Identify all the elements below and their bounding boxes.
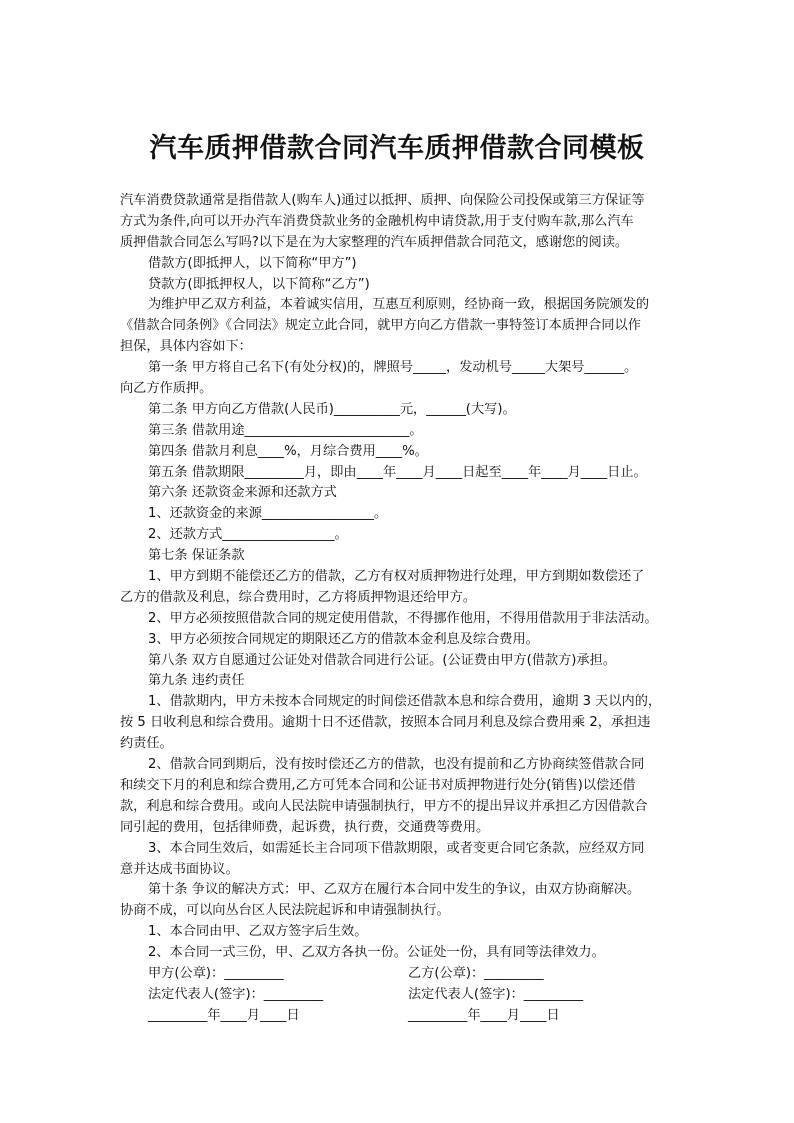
signature-party-a: 法定代表人(签字)：_________	[148, 986, 324, 1002]
body-line: 第五条 借款期限_________月，即由____年____月____日起至____年____月____日止。	[148, 464, 647, 480]
signature-party-a: 甲方(公章)：_________	[148, 965, 284, 981]
body-line: 《借款合同条例》《合同法》规定立此合同，就甲方向乙方借款一事特签订本质押合同以作	[120, 318, 641, 334]
signature-party-a: _________年____月____日	[148, 1007, 300, 1023]
body-line: 2、借款合同到期后，没有按时偿还乙方的借款，也没有提前和乙方协商续签借款合同	[148, 757, 645, 773]
body-line: 第十条 争议的解决方式：甲、乙双方在履行本合同中发生的争议，由双方协商解决。	[148, 882, 641, 898]
body-line: 第四条 借款月利息____%，月综合费用____%。	[148, 443, 428, 459]
body-line: 第九条 违约责任	[148, 673, 245, 689]
body-line: 第一条 甲方将自己名下(有处分权)的，牌照号_____，发动机号_____大架号______。	[148, 360, 638, 376]
body-line: 款，利息和综合费用。或向人民法院申请强制执行，甲方不的提出异议并承担乙方因借款合	[120, 798, 648, 814]
signature-row	[120, 1006, 680, 1027]
body-line: 第二条 甲方向乙方借款(人民币)__________元，______(大写)。	[148, 401, 516, 417]
body-line: 贷款方(即抵押权人，以下简称“乙方”)	[148, 276, 370, 292]
body-line: 2、甲方必须按照借款合同的规定使用借款，不得挪作他用，不得用借款用于非法活动。	[148, 610, 658, 626]
body-line: 按 5 日收利息和综合费用。逾期十日不还借款，按照本合同月利息及综合费用乘 2，承担违	[120, 715, 651, 731]
body-line: 1、借款期内，甲方未按本合同规定的时间偿还借款本息和综合费用，逾期 3 天以内的，	[148, 694, 662, 710]
signature-row	[120, 964, 680, 985]
signature-party-b: 乙方(公章)：_________	[408, 965, 544, 981]
signature-row	[120, 985, 680, 1006]
body-line: 乙方的借款及利息，综合费用时，乙方将质押物退还给甲方。	[120, 589, 477, 605]
document-title: 汽车质押借款合同汽车质押借款合同模板	[149, 133, 645, 164]
body-line: 方式为条件,向可以开办汽车消费贷款业务的金融机构申请贷款,用于支付购车款,那么汽车	[120, 213, 634, 229]
body-line: 2、还款方式_________________。	[148, 527, 348, 543]
contract-body	[120, 191, 680, 1027]
body-line: 第三条 借款用途_________________________。	[148, 422, 423, 438]
body-line: 3、本合同生效后，如需延长主合同项下借款期限，或者变更合同它条款，应经双方同	[148, 840, 645, 856]
body-line: 为维护甲乙双方利益，本着诚实信用，互惠互利原则，经协商一致，根据国务院颁发的	[148, 297, 650, 313]
body-line: 担保，具体内容如下：	[120, 339, 252, 355]
body-line: 汽车消费贷款通常是指借款人(购车人)通过以抵押、质押、向保险公司投保或第三方保证等	[120, 193, 645, 208]
signature-party-b: _________年____月____日	[408, 1007, 560, 1023]
body-line: 1、甲方到期不能偿还乙方的借款，乙方有权对质押物进行处理，甲方到期如数偿还了	[148, 569, 645, 585]
signature-party-b: 法定代表人(签字)：_________	[408, 986, 584, 1002]
body-line: 和续交下月的利息和综合费用,乙方可凭本合同和公证书对质押物进行处分(销售)以偿还借	[120, 777, 636, 793]
body-line: 第七条 保证条款	[148, 548, 245, 564]
body-line: 质押借款合同怎么写吗?以下是在为大家整理的汽车质押借款合同范文，感谢您的阅读。	[120, 234, 629, 250]
body-line: 约责任。	[120, 736, 173, 752]
body-line: 第八条 双方自愿通过公证处对借款合同进行公证。(公证费由甲方(借款方)承担。	[148, 652, 616, 668]
body-line: 同引起的费用，包括律师费，起诉费，执行费，交通费等费用。	[120, 819, 490, 835]
body-line: 1、还款资金的来源_________________。	[148, 506, 388, 522]
body-line: 向乙方作质押。	[120, 381, 213, 397]
body-line: 1、本合同由甲、乙双方签字后生效。	[148, 924, 368, 940]
body-line: 第六条 还款资金来源和还款方式	[148, 485, 337, 501]
body-line: 意并达成书面协议。	[120, 861, 239, 877]
body-line: 2、本合同一式三份，甲、乙双方各执一份。公证处一份，具有同等法律效力。	[148, 945, 605, 961]
body-line: 协商不成，可以向丛台区人民法院起诉和申请强制执行。	[120, 903, 450, 919]
body-line: 3、甲方必须按合同规定的期限还乙方的借款本金利息及综合费用。	[148, 631, 539, 647]
body-line: 借款方(即抵押人，以下简称“甲方”)	[148, 255, 357, 271]
